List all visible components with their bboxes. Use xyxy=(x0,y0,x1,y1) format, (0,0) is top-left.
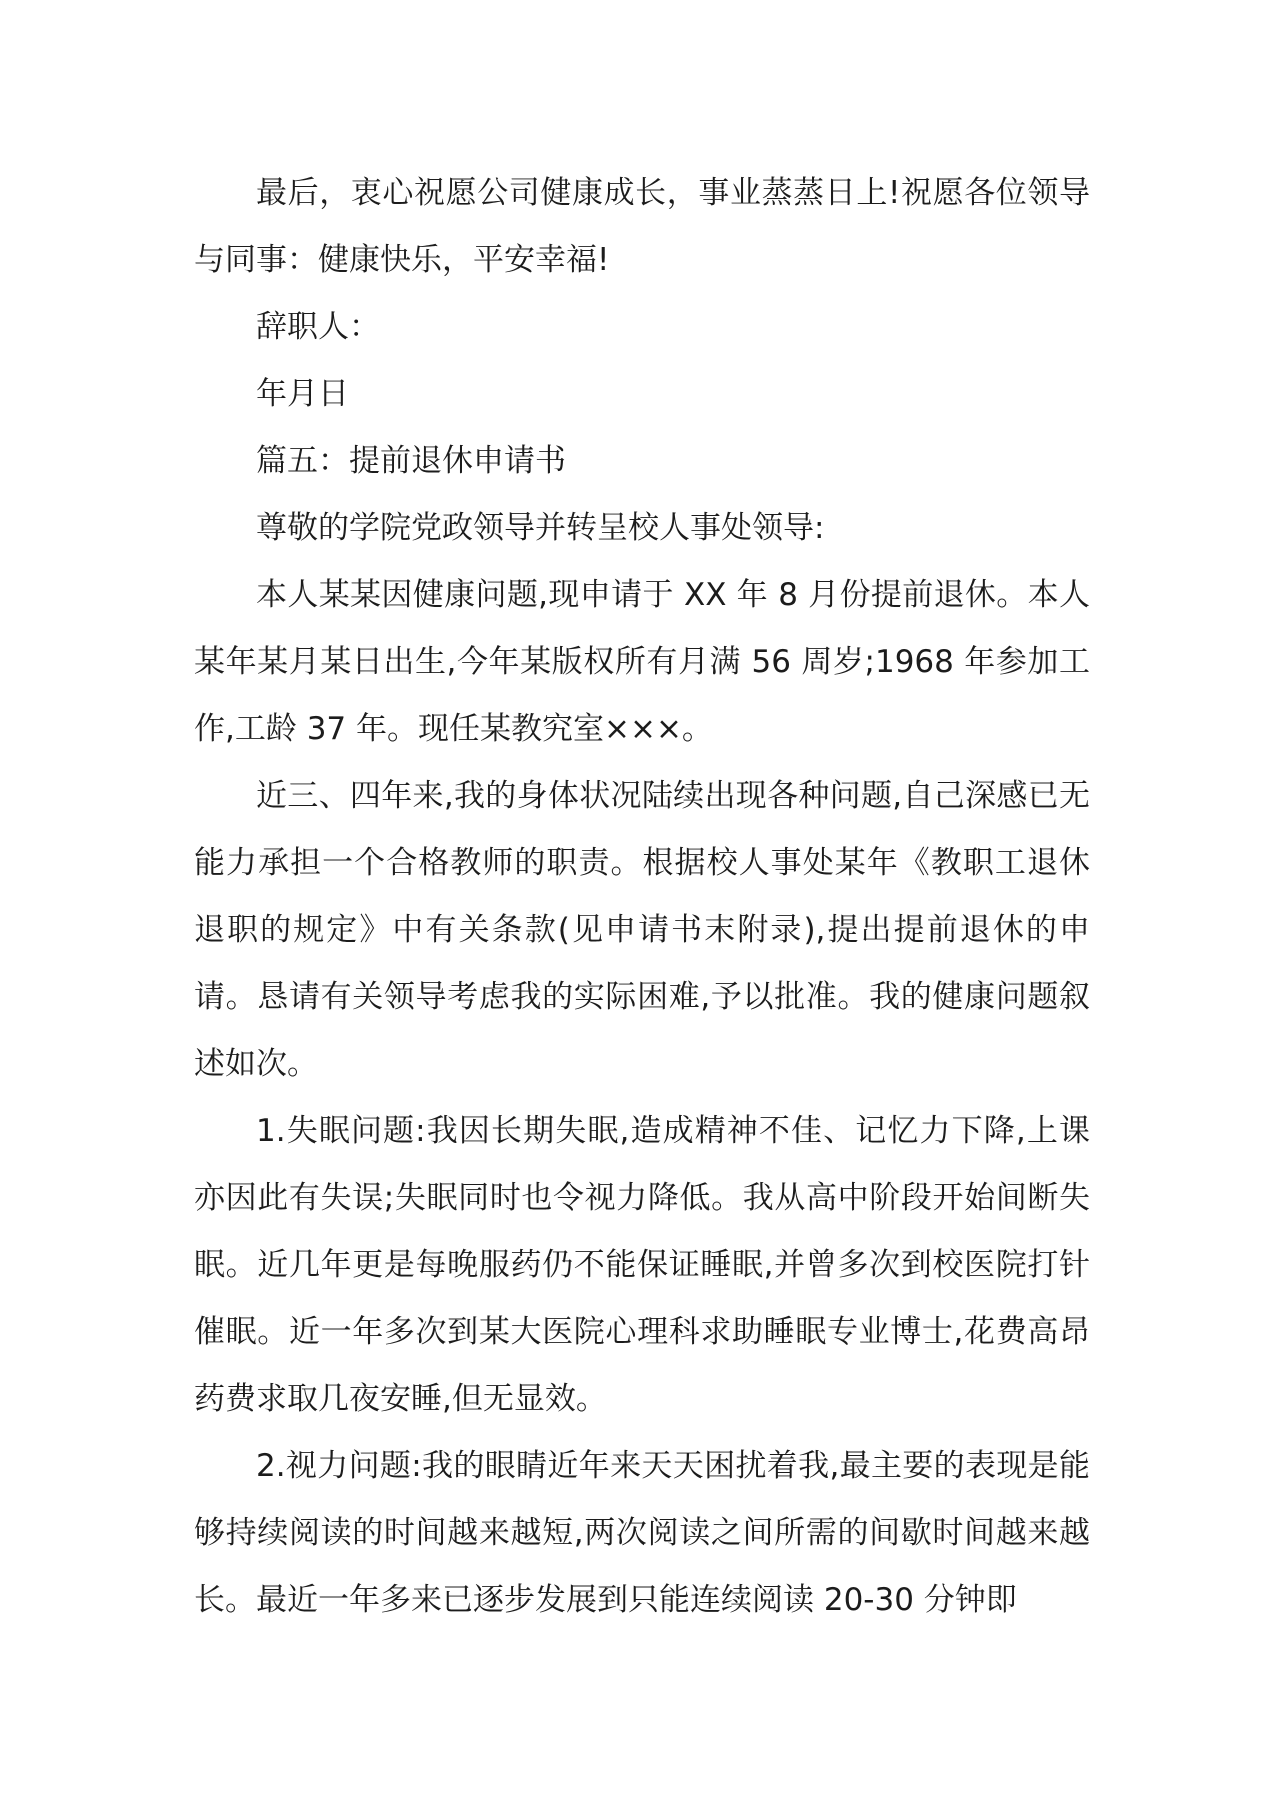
document-body xyxy=(194,160,1090,1634)
resigner-signature-line: 辞职人： xyxy=(256,309,380,345)
salutation: 尊敬的学院党政领导并转呈校人事处领导: xyxy=(256,510,825,546)
insomnia-paragraph: 1.失眠问题:我因长期失眠,造成精神不佳、记忆力下降,上课亦因此有失误;失眠同时也令视力降低。我从高中阶段开始间断失眠。近几年更是每晚服药仍不能保证睡眠,并曾多次到校医院打针催眠。近一年多次到某大医院心理科求助睡眠专业博士,花费高昂药费求取几夜安睡,但无显效。 xyxy=(194,1113,1090,1417)
health-overview-paragraph: 近三、四年来,我的身体状况陆续出现各种问题,自己深感已无能力承担一个合格教师的职责。根据校人事处某年《教职工退休退职的规定》中有关条款(见申请书末附录),提出提前退休的申请。恳请有关领导考虑我的实际困难,予以批准。我的健康问题叙述如次。 xyxy=(194,778,1090,1082)
closing-wishes-paragraph: 最后，衷心祝愿公司健康成长，事业蒸蒸日上!祝愿各位领导与同事：健康快乐，平安幸福! xyxy=(194,175,1090,278)
vision-paragraph: 2.视力问题:我的眼睛近年来天天困扰着我,最主要的表现是能够持续阅读的时间越来越短,两次阅读之间所需的间歇时间越来越长。最近一年多来已逐步发展到只能连续阅读 20-30 分钟即 xyxy=(194,1448,1090,1618)
date-line: 年月日 xyxy=(256,376,349,412)
section-heading: 篇五：提前退休申请书 xyxy=(256,443,566,479)
application-paragraph: 本人某某因健康问题,现申请于 XX 年 8 月份提前退休。本人某年某月某日出生,今年某版权所有月满 56 周岁;1968 年参加工作,工龄 37 年。现任某教究室×××。 xyxy=(194,577,1090,747)
